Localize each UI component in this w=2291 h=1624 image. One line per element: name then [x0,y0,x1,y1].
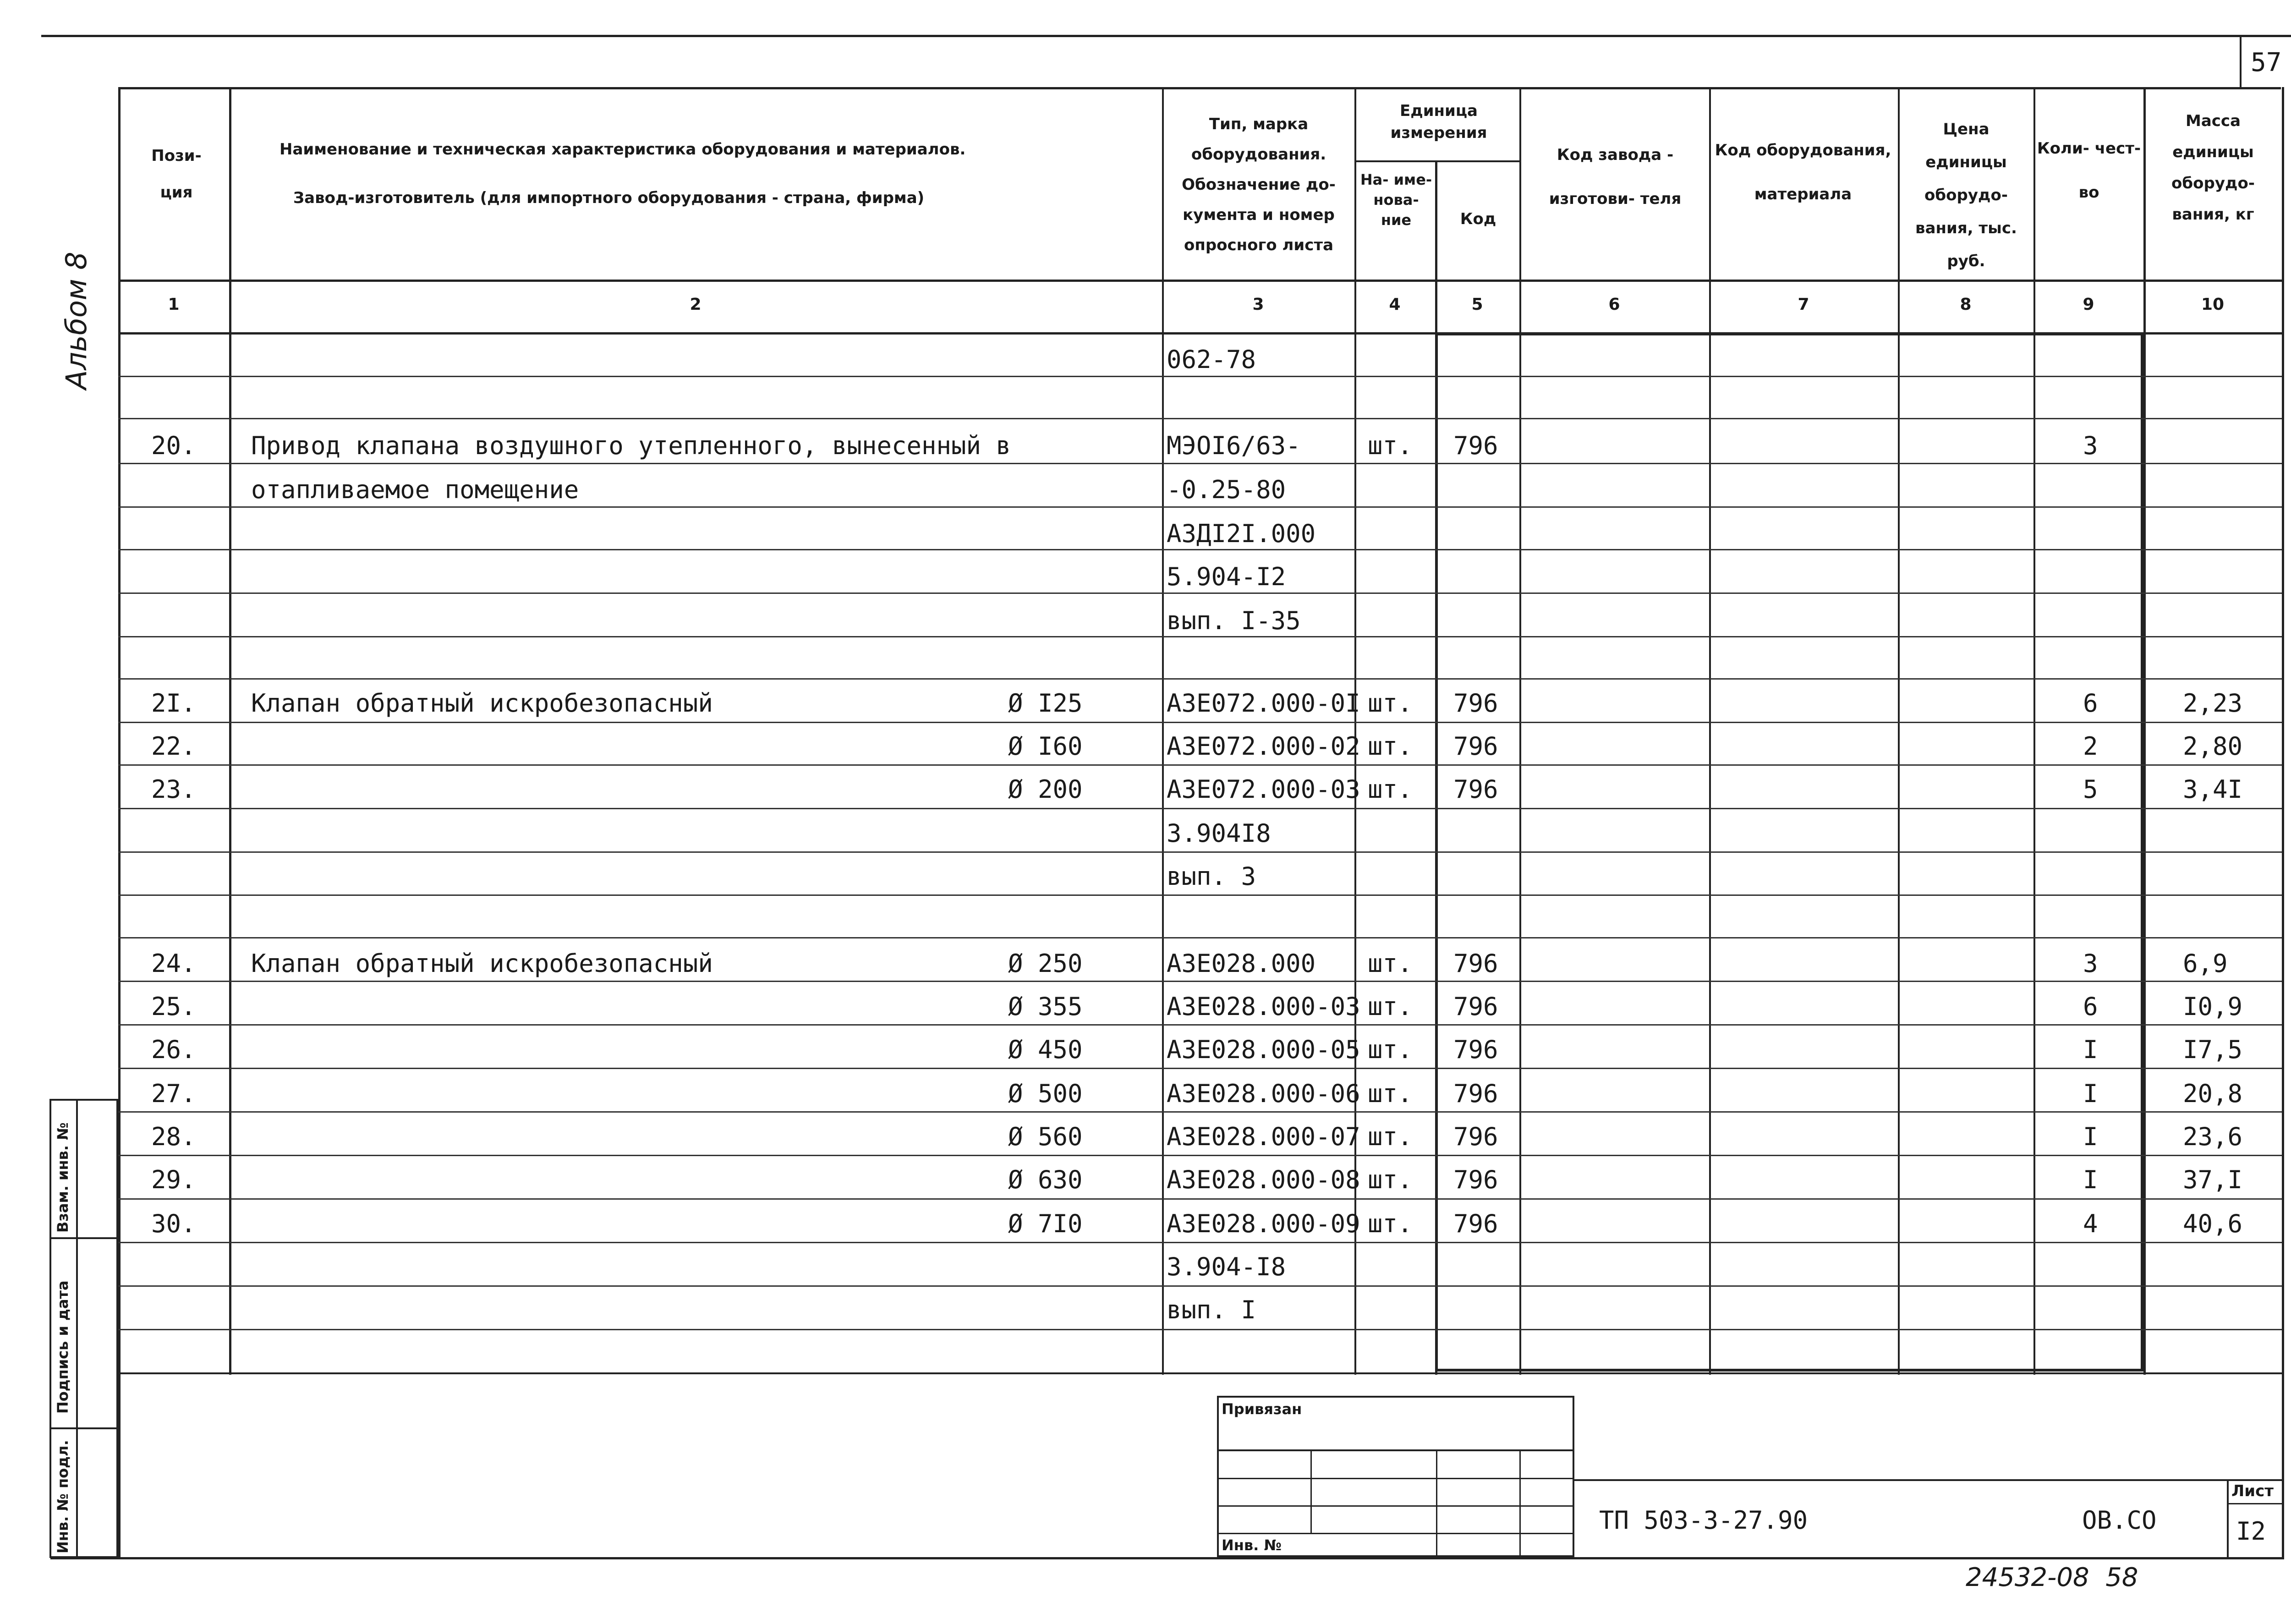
row-10-code: 796 [1453,775,1498,804]
row-17-dia: Ø 500 [1008,1079,1083,1108]
row-19-qty: I [2083,1165,2098,1194]
header-col8: Цена единицы оборудо- вания, тыс. руб. [1915,120,2017,270]
privyazan-label: Привязан [1222,1400,1302,1418]
row-10-type: АЗЕ072.000-03 [1167,775,1360,804]
privyazan-col [1519,1449,1521,1557]
row-2-type: МЭОI6/63- [1167,431,1301,460]
col-number-6: 6 [1608,295,1620,314]
sheet-value: I2 [2236,1517,2266,1546]
row-18-mass: 23,6 [2183,1122,2243,1151]
row-5-type: 5.904-I2 [1167,562,1286,591]
row-18-dia: Ø 560 [1008,1122,1083,1151]
row-15-type: АЗЕ028.000-03 [1167,992,1360,1021]
row-10-unit: шт. [1368,775,1413,804]
sheet-label: Лист [2231,1482,2274,1500]
row-14-pos: 24. [151,949,196,978]
footer-number: 24532-08 58 [1966,1563,2138,1592]
privyazan-col [1310,1449,1312,1533]
row-20-code: 796 [1453,1209,1498,1238]
row-9-dia: Ø I60 [1008,732,1083,761]
frame-bottom-line [50,1557,2284,1559]
col-number-3: 3 [1252,295,1264,314]
row-16-code: 796 [1453,1035,1498,1064]
row-18-pos: 28. [151,1122,196,1151]
row-16-dia: Ø 450 [1008,1035,1083,1064]
row-18-code: 796 [1453,1122,1498,1151]
col-number-1: 1 [168,295,180,314]
col-number-9: 9 [2083,295,2094,314]
row-16-pos: 26. [151,1035,196,1064]
row-3-name: отапливаемое помещение [251,475,579,504]
header-col9: Коли- чест- во [2037,139,2141,202]
row-19-code: 796 [1453,1165,1498,1194]
row-15-dia: Ø 355 [1008,992,1083,1021]
sheet-box-divider [2227,1503,2282,1504]
row-2-name: Привод клапана воздушного утепленного, вынесенный в [251,431,1011,460]
row-19-mass: 37,I [2183,1165,2243,1194]
row-16-unit: шт. [1368,1035,1413,1064]
row-20-dia: Ø 7I0 [1008,1209,1083,1238]
row-17-mass: 20,8 [2183,1079,2243,1108]
row-line [118,463,2282,464]
row-9-mass: 2,80 [2183,732,2243,761]
row-16-mass: I7,5 [2183,1035,2243,1064]
privyazan-col [1436,1449,1437,1557]
row-8-name: Клапан обратный искробезопасный [251,689,713,718]
row-line [118,1111,2282,1113]
row-18-type: АЗЕ028.000-07 [1167,1122,1360,1151]
row-line [118,549,2282,550]
row-2-qty: 3 [2083,431,2098,460]
row-9-type: АЗЕ072.000-02 [1167,732,1360,761]
row-line [118,981,2282,982]
frame-top-line [118,87,2281,89]
row-9-pos: 22. [151,732,196,761]
row-line [118,894,2282,896]
row-19-unit: шт. [1368,1165,1413,1194]
header-col2-line2: Завод-изготовитель (для импортного оборудования - страна, фирма) [293,189,925,207]
row-15-unit: шт. [1368,992,1413,1021]
row-8-dia: Ø I25 [1008,689,1083,718]
page-number: 57 [2251,48,2282,77]
top-border-line [41,35,2291,37]
row-14-mass: 6,9 [2183,949,2228,978]
row-line [118,678,2282,680]
row-8-code: 796 [1453,689,1498,718]
row-14-dia: Ø 250 [1008,949,1083,978]
row-line [118,593,2282,594]
album-label: Альбом 8 [60,252,93,390]
col-number-8: 8 [1960,295,1972,314]
inv-no-label: Инв. № [1222,1536,1282,1554]
row-9-qty: 2 [2083,732,2098,761]
row-8-unit: шт. [1368,689,1413,718]
row-line [118,722,2282,723]
doc-mark: ОВ.СО [2082,1506,2157,1535]
row-line [118,1024,2282,1026]
row-19-dia: Ø 630 [1008,1165,1083,1194]
row-20-type: АЗЕ028.000-09 [1167,1209,1360,1238]
row-10-qty: 5 [2083,775,2098,804]
row-line [118,937,2282,938]
privyazan-line [1217,1449,1574,1451]
row-17-unit: шт. [1368,1079,1413,1108]
row-line [118,1068,2282,1069]
header-col45-group: Единица измерения [1390,102,1487,142]
row-21-type: 3.904-I8 [1167,1252,1286,1281]
row-6-type: вып. I-35 [1167,606,1301,635]
row-20-pos: 30. [151,1209,196,1238]
row-11-type: 3.904I8 [1167,819,1271,848]
row-19-type: АЗЕ028.000-08 [1167,1165,1360,1194]
row-2-unit: шт. [1368,431,1413,460]
row-10-dia: Ø 200 [1008,775,1083,804]
row-18-qty: I [2083,1122,2098,1151]
row-line [118,636,2282,637]
header-col7: Код оборудования, материала [1715,141,1891,203]
row-19-pos: 29. [151,1165,196,1194]
row-9-unit: шт. [1368,732,1413,761]
row-3-type: -0.25-80 [1167,475,1286,504]
header-sep [1354,160,1519,162]
side-stamp-inv-podl: Инв. № подл. [54,1440,71,1553]
row-line [118,1372,2282,1374]
row-10-mass: 3,4I [2183,775,2243,804]
privyazan-line [1217,1533,1574,1534]
row-line [118,808,2282,809]
col-number-5: 5 [1471,295,1483,314]
privyazan-line [1217,1478,1574,1479]
row-8-qty: 6 [2083,689,2098,718]
privyazan-line [1217,1505,1574,1507]
col-number-7: 7 [1798,295,1809,314]
row-line [118,376,2282,377]
row-14-type: АЗЕ028.000 [1167,949,1316,978]
row-4-type: АЗДI2I.000 [1167,519,1316,548]
row-17-code: 796 [1453,1079,1498,1108]
sheet-box-left [2227,1479,2229,1557]
row-8-mass: 2,23 [2183,689,2243,718]
page-number-box-left [2240,35,2242,89]
row-line [118,764,2282,766]
row-12-type: вып. 3 [1167,862,1256,891]
row-20-qty: 4 [2083,1209,2098,1238]
row-14-name: Клапан обратный искробезопасный [251,949,713,978]
side-stamp-signature-date: Подпись и дата [54,1280,71,1414]
row-9-code: 796 [1453,732,1498,761]
row-2-pos: 20. [151,431,196,460]
col-number-4: 4 [1389,295,1401,314]
frame-right-line [2282,87,2284,1558]
title-block-top-line [1574,1479,2282,1481]
row-15-mass: I0,9 [2183,992,2243,1021]
row-15-code: 796 [1453,992,1498,1021]
row-8-pos: 2I. [151,689,196,718]
header-col2-line1: Наименование и техническая характеристика оборудования и материалов. [280,140,966,159]
row-18-unit: шт. [1368,1122,1413,1151]
col-number-10: 10 [2201,295,2225,314]
row-line [118,1155,2282,1156]
header-col3: Тип, марка оборудования. Обозначение до- кумента и номер опросного листа [1182,115,1336,254]
row-10-pos: 23. [151,775,196,804]
row-line [118,1329,2282,1330]
header-col4: На- име- нова- ние [1360,171,1432,229]
row-17-pos: 27. [151,1079,196,1108]
row-16-type: АЗЕ028.000-05 [1167,1035,1360,1064]
side-stamp-divider [49,1427,118,1429]
row-8-type: АЗЕ072.000-0I [1167,689,1360,718]
row-14-unit: шт. [1368,949,1413,978]
row-17-type: АЗЕ028.000-06 [1167,1079,1360,1108]
row-line [118,851,2282,853]
row-line [118,506,2282,508]
row-line [118,1242,2282,1243]
col-number-2: 2 [690,295,702,314]
header-col6: Код завода - изготови- теля [1549,146,1682,208]
row-0-type: 062-78 [1167,345,1256,374]
doc-code: ТП 503-3-27.90 [1599,1506,1808,1535]
row-22-type: вып. I [1167,1295,1256,1324]
row-20-unit: шт. [1368,1209,1413,1238]
row-14-code: 796 [1453,949,1498,978]
row-15-qty: 6 [2083,992,2098,1021]
row-2-code: 796 [1453,431,1498,460]
row-16-qty: I [2083,1035,2098,1064]
header-col1: Пози- ция [151,147,202,202]
header-col10: Масса единицы оборудо- вания, кг [2171,112,2255,224]
row-line [118,1198,2282,1200]
side-stamp-divider [76,1099,78,1558]
row-line [118,418,2282,419]
row-line [118,1285,2282,1287]
row-14-qty: 3 [2083,949,2098,978]
side-stamp-divider [49,1237,118,1239]
row-15-pos: 25. [151,992,196,1021]
row-17-qty: I [2083,1079,2098,1108]
header-col5: Код [1460,210,1496,228]
header-sep [118,280,2282,282]
row-20-mass: 40,6 [2183,1209,2243,1238]
side-stamp-vzam-inv: Взам. инв. № [54,1122,71,1233]
